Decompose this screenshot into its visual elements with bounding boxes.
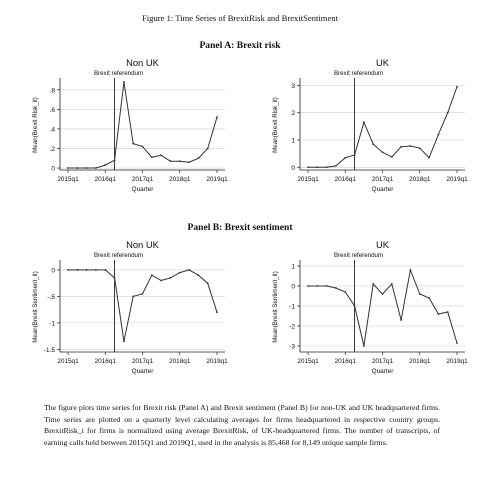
data-point [344, 291, 346, 293]
chart-panel-b-non-uk [0, 234, 240, 394]
data-point [410, 145, 412, 147]
y-tick-label: -3 [289, 343, 295, 351]
data-point [151, 156, 153, 158]
data-point [207, 282, 209, 284]
x-tick-label: 2015q1 [57, 358, 79, 365]
data-point [188, 161, 190, 163]
data-point [363, 345, 365, 347]
y-tick-label: .2 [49, 145, 55, 153]
data-point [104, 269, 106, 271]
data-point [382, 293, 384, 295]
x-axis-title: Quarter [371, 368, 394, 375]
data-point [326, 166, 328, 168]
subplot-title: Non UK [126, 239, 159, 250]
data-point [160, 280, 162, 282]
data-point [197, 274, 199, 276]
data-point [114, 277, 116, 279]
data-point [95, 167, 97, 169]
data-point [86, 269, 88, 271]
data-point [419, 293, 421, 295]
data-point [335, 165, 337, 167]
data-point [363, 121, 365, 123]
data-point [391, 156, 393, 158]
subplot-title: UK [375, 57, 390, 68]
data-point [419, 147, 421, 149]
data-point [354, 154, 356, 156]
y-tick-label: 0 [291, 164, 295, 172]
x-tick-label: 2017q1 [131, 358, 154, 365]
x-tick-label: 2018q1 [169, 358, 191, 365]
subplot-title: UK [375, 239, 390, 250]
data-point [76, 269, 78, 271]
data-point [142, 293, 144, 295]
chart-panel-a-non-uk [0, 52, 240, 212]
data-point [170, 277, 172, 279]
data-point [86, 167, 88, 169]
y-tick-label: 2 [291, 110, 295, 118]
x-tick-label: 2016q1 [334, 176, 356, 183]
data-point [104, 164, 106, 166]
y-axis-title: Mean(Brexit Risk_it) [32, 97, 39, 153]
data-point [216, 311, 218, 313]
data-point [76, 167, 78, 169]
data-point [123, 81, 125, 83]
x-axis-title: Quarter [371, 186, 394, 193]
data-point [400, 146, 402, 148]
data-point [456, 342, 458, 344]
y-tick-label: 0 [51, 165, 55, 173]
x-tick-label: 2016q1 [94, 176, 116, 183]
panel-b-title: Panel B: Brexit sentiment [187, 222, 293, 233]
x-tick-label: 2017q1 [371, 358, 394, 365]
x-tick-label: 2018q1 [409, 176, 431, 183]
data-point [437, 134, 439, 136]
data-point [142, 146, 144, 148]
y-tick-label: .4 [49, 126, 55, 134]
data-point [354, 305, 356, 307]
data-point [437, 313, 439, 315]
figure-caption [44, 402, 440, 448]
referendum-annotation: Brexit referendum [93, 70, 144, 77]
x-tick-label: 2018q1 [169, 176, 191, 183]
data-point [179, 272, 181, 274]
data-point [151, 274, 153, 276]
referendum-annotation: Brexit referendum [333, 70, 384, 77]
data-point [400, 319, 402, 321]
x-tick-label: 2015q1 [57, 176, 79, 183]
y-tick-label: .6 [49, 106, 55, 114]
x-tick-label: 2017q1 [131, 176, 154, 183]
x-tick-label: 2019q1 [446, 358, 468, 365]
y-tick-label: -.5 [47, 293, 55, 301]
x-tick-label: 2016q1 [334, 358, 356, 365]
data-point [372, 143, 374, 145]
y-tick-label: 1 [291, 137, 295, 145]
series-line [308, 270, 457, 346]
data-point [188, 269, 190, 271]
data-point [410, 269, 412, 271]
y-tick-label: 1 [291, 263, 295, 271]
panel-a-title: Panel A: Brexit risk [199, 40, 281, 51]
x-tick-label: 2019q1 [206, 358, 228, 365]
data-point [372, 283, 374, 285]
y-tick-label: 0 [291, 283, 295, 291]
y-tick-label: -1 [289, 303, 295, 311]
x-tick-label: 2017q1 [371, 176, 394, 183]
data-point [391, 283, 393, 285]
y-axis-title: Mean(Brexit Sentiment_it) [32, 271, 39, 343]
series-line [308, 87, 457, 168]
y-tick-label: -2 [289, 323, 295, 331]
y-axis-title: Mean(Brexit Risk_it) [272, 97, 279, 153]
data-point [207, 148, 209, 150]
data-point [316, 285, 318, 287]
referendum-annotation: Brexit referendum [333, 252, 384, 259]
data-point [307, 166, 309, 168]
data-point [447, 311, 449, 313]
data-point [67, 167, 69, 169]
data-point [316, 166, 318, 168]
data-point [170, 160, 172, 162]
data-point [326, 285, 328, 287]
figure-title: Figure 1: Time Series of BrexitRisk and BrexitSentiment [142, 13, 338, 23]
chart-panel-a-uk [240, 52, 480, 212]
data-point [447, 112, 449, 114]
referendum-annotation: Brexit referendum [93, 252, 144, 259]
data-point [197, 157, 199, 159]
y-tick-label: 3 [291, 82, 295, 90]
x-axis-title: Quarter [131, 186, 154, 193]
x-axis-title: Quarter [131, 368, 154, 375]
data-point [132, 143, 134, 145]
subplot-title: Non UK [126, 57, 159, 68]
y-tick-label: -1.5 [43, 346, 55, 354]
data-point [67, 269, 69, 271]
data-point [335, 287, 337, 289]
data-point [216, 116, 218, 118]
data-point [123, 341, 125, 343]
x-tick-label: 2015q1 [297, 176, 319, 183]
data-point [428, 157, 430, 159]
x-tick-label: 2016q1 [94, 358, 116, 365]
series-line [68, 82, 217, 168]
x-tick-label: 2019q1 [446, 176, 468, 183]
y-tick-label: -1 [49, 320, 55, 328]
data-point [456, 86, 458, 88]
x-tick-label: 2018q1 [409, 358, 431, 365]
chart-panel-b-uk [240, 234, 480, 394]
data-point [382, 151, 384, 153]
y-tick-label: .8 [49, 87, 55, 95]
data-point [307, 285, 309, 287]
x-tick-label: 2015q1 [297, 358, 319, 365]
data-point [95, 269, 97, 271]
data-point [132, 296, 134, 298]
y-axis-title: Mean(Brexit Sentiment_it) [272, 271, 279, 343]
series-line [68, 270, 217, 342]
data-point [160, 154, 162, 156]
data-point [114, 159, 116, 161]
data-point [428, 297, 430, 299]
data-point [179, 160, 181, 162]
caption-text: The figure plots time series for Brexit risk (Panel A) and Brexit sentiment (Panel B) for non-UK and UK headquartered firms. Time series are plotted on a quarterly level calculating averages for firms headquartered in respective country groups. BrexitRisk_i for firms is normalized using average BrexitRisk, of UK-headquartered firms. The number of transcripts, of earning calls held between 2015Q1 and 2019Q1, used in the analysis is 85,468 for 8,149 unique sample firms. [44, 403, 440, 447]
y-tick-label: 0 [51, 267, 55, 275]
data-point [344, 157, 346, 159]
x-tick-label: 2019q1 [206, 176, 228, 183]
